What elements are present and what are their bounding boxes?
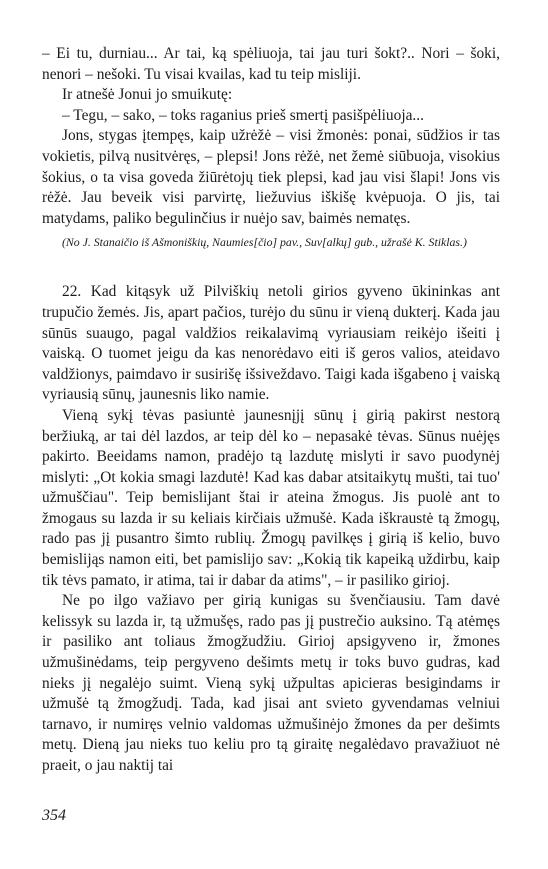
page-number: 354 — [42, 807, 66, 824]
paragraph: Ne po ilgo važiavo per girią kunigas su švenčiausiu. Tam davė kelissyk su lazda ir, tą užmušęs, rado pas jį pustrečio auksino. Tą atėmęs ir pasiliko ant toliaus žmogžudžiu. Girioj apsigyveno ir, žmones užmušinėdams, teip pergyveno dešimts metų ir toks buvo gudras, kad nieks jį negalėjo suimt. Vieną sykį užpultas apicieras besigindams ir užmušė tą žmogžudį. Tada, kad jisai ant svieto gyvendamas velniui tarnavo, ir numiręs velnio valdomas užmušinėjo žmones da per dešimts metų. Dieną jau nieks tuo keliu pro tą giraitę negalėdavo pravažiuot nė praeit, o jau naktij tai — [42, 592, 500, 774]
story-ending — [42, 44, 500, 229]
paragraph: – Ei tu, durniau... Ar tai, ką spėliuoja, tai jau turi šokt?.. Nori – šoki, nenori – nešoki. Tu visai kvailas, kad tu teip misliji. — [42, 45, 500, 83]
paragraph: – Tegu, – sako, – toks raganius prieš smertį pasišpėliuoja... — [62, 106, 424, 124]
book-page — [42, 44, 500, 777]
source-note: (No J. Stanaičio iš Ašmoniškių, Naumies[čio] pav., Suv[alkų] gub., užrašė K. Stiklas.) — [62, 235, 467, 250]
paragraph: Vieną sykį tėvas pasiuntė jaunesnįjį sūnų į girią pakirst nestorą beržiuką, ar tai dėl lazdos, ar teip dėl ko – nepasakė tėvas. Sūnus nuėjęs pakirto. Beeidams namon, pradėjo tą lazdutę mislyti ir savo puodynėj mislyti: „Ot kokia smagi lazdutė! Kad kas dabar atsitaikytų mušti, tai tuo' užmuščiau". Teip bemislijant štai ir ateina žmogus. Jis puolė ant to žmogaus su lazda ir su keliais kirčiais užmušė. Kada iškraustė tą žmogų, rado pas jį pusantro šimto rublių. Žmogų pavilkęs į girią iš kelio, buvo bemislijąs namon eiti, bet pamislijo sav: „Kokią tik kapeiką uždirbu, kaip tik tėvs pamato, ir atima, tai ir dabar da atims", – ir pasiliko girioj. — [42, 406, 500, 589]
paragraph: Jons, stygas įtempęs, kaip užrėžė – visi žmonės: ponai, sūdžios ir tas vokietis, pilvą nusitvėręs, – plepsi! Jons rėžė, net žemė siūbuoja, visokius šokius, o ta visa goveda žiūrėtojų tiek plepsi, kad jau visi šlapi! Jons vis rėžė. Jau beveik visi parvirtę, liežuvius iškišę kvėpuoja. O jis, tai matydams, paliko begulinčius ir nuėjo sav, baimės nematęs. — [42, 127, 500, 227]
paragraph: 22. Kad kitąsyk už Pilviškių netoli girios gyveno ūkininkas ant trupučio žemės. Jis, apart pačios, turėjo du sūnu ir vieną dukterį. Kada jau sūnūs suaugo, pagal valdžios reikalavimą vyriausiam reikėjo išeiti į vaiską. O tuomet jeigu da kas nenorėdavo eiti iš geros valios, ateidavo valdžionys, paimdavo ir susirišę išsiveždavo. Taigi kada išgabeno į vaiską vyriausią sūnų, jaunesnis liko namie. — [42, 283, 500, 404]
paragraph: Ir atnešė Jonui jo smuikutę: — [62, 86, 233, 104]
story-22 — [42, 282, 500, 776]
